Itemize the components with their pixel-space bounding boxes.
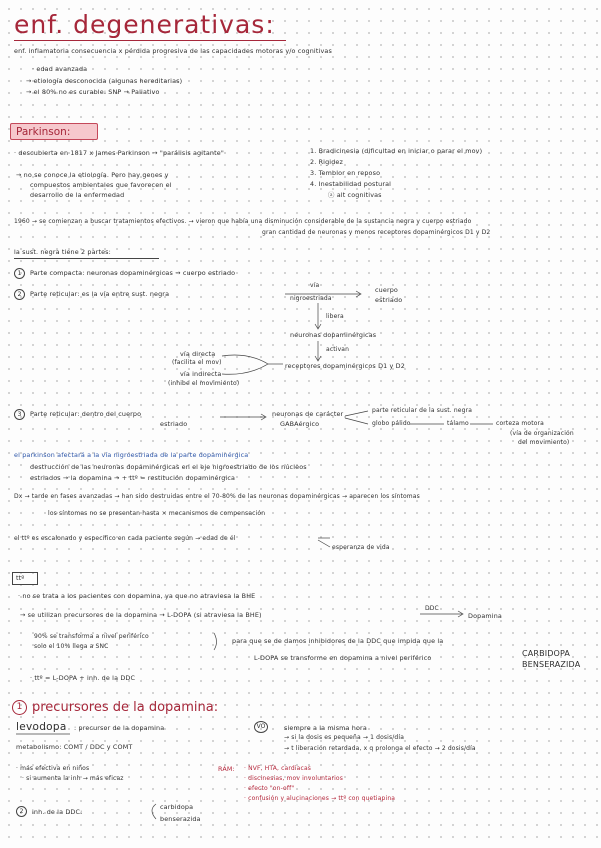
- via-nigroestriada: nigroestriada: [290, 295, 332, 302]
- arrow-line: [345, 411, 368, 416]
- intro-item: · edad avanzada: [32, 65, 88, 73]
- neuronas-dopaminergicas: neuronas dopaminérgicas: [290, 331, 377, 339]
- activan-label: activan: [326, 346, 350, 353]
- ram-item: · efecto "on-off": [244, 785, 295, 792]
- ttmto-line: para que se de damos inhibidores de la DDC que impida que la: [232, 637, 444, 645]
- metabolismo: metabolismo: COMT / DDC y COMT: [16, 743, 133, 751]
- levodopa-desc: : precursor de la dopamina: [74, 724, 165, 732]
- intro-definition: enf. inflamatoria consecuencia x pérdida progresiva de las capacidades motoras y/o cognitivas: [14, 47, 332, 55]
- via-directa-note: (facilita el mov): [172, 359, 222, 366]
- cuerpo-estriado: cuerpo: [375, 286, 398, 294]
- vo-detail: → t liberación retardada, x q prolonga el efecto → 2 dosis/día: [284, 745, 476, 752]
- inh-carbidopa: carbidopa: [160, 803, 194, 811]
- receptores: receptores dopaminérgicos D1 y D2: [285, 362, 405, 370]
- benserazida: BENSERAZIDA: [522, 660, 581, 669]
- symptom-item: ⓐ alt cognitivas: [328, 191, 382, 199]
- dopamina-label: Dopamina: [468, 612, 502, 620]
- pathway-step: globo pálido: [372, 420, 411, 427]
- vo-desc: siempre a la misma hora: [284, 724, 367, 732]
- symptom-item: 2. Rigidez: [310, 158, 344, 166]
- treatment-note: esperanza de vida: [332, 544, 390, 551]
- brace: [152, 804, 156, 819]
- levodopa-label: levodopa: [16, 721, 67, 733]
- treatment-note: el ttº es escalonado y específico en cada paciente según → edad de él: [14, 535, 236, 542]
- symptom-item: 1. Bradicinesia (dificultad en iniciar o parar el mov): [310, 147, 483, 155]
- vo-marker: VO: [254, 721, 268, 733]
- arrow-line: [345, 418, 368, 424]
- ttmto-line: solo el 10% llega a SNC: [34, 643, 109, 650]
- intro-item: → etiología desconocida (algunas hereditarias): [26, 77, 183, 85]
- number-marker: 3: [14, 409, 25, 420]
- pathway-note: (vía de organización: [510, 430, 574, 437]
- diagnosis-note: los síntomas no se presentan hasta × mecanismos de compensación: [48, 510, 266, 517]
- part-reticular-3: estriado: [160, 420, 188, 428]
- ram-label: RAM:: [218, 765, 235, 773]
- ttmto-line: · no se trata a los pacientes con dopamina, ya que no atraviesa la BHE: [18, 592, 256, 600]
- section-precursores: precursores de la dopamina:: [32, 700, 219, 715]
- ttmto-label: ttº: [16, 574, 25, 582]
- symptom-item: 3. Temblor en reposo: [310, 169, 381, 177]
- via-indirecta-note: (inhibe el movimiento): [168, 380, 240, 387]
- page-title: enf. degenerativas:: [14, 10, 275, 39]
- pathway-step: corteza motora: [496, 420, 544, 427]
- brace: [222, 355, 268, 374]
- ttmto-line: → se utilizan precursores de la dopamina → L-DOPA (si atraviesa la BHE): [20, 611, 262, 619]
- number-marker: 2: [14, 289, 25, 300]
- part-reticular-3: Parte reticular: dentro del cuerpo: [30, 410, 142, 418]
- part-compacta: Parte compacta: neuronas dopaminérgicas → cuerpo estriado: [30, 269, 236, 277]
- cuerpo-estriado: estriado: [375, 296, 403, 304]
- via-indirecta: vía indirecta: [180, 370, 222, 378]
- ttmto-line: L-DOPA se transforme en dopamina a nivel periférico: [254, 654, 432, 662]
- neuronas-gaba: neuronas de carácter: [272, 410, 344, 418]
- blue-note: el parkinson afectará a la vía nigroestriada de la parte dopaminérgica: [14, 451, 249, 459]
- pathway-step: parte reticular de la sust. negra: [372, 407, 473, 414]
- arrow-line: [318, 540, 330, 547]
- brace: [214, 633, 217, 650]
- part-reticular: Parte reticular: es la vía entre sust. negra: [30, 290, 170, 298]
- ram-item: · NVF, HTA, cardiacas: [244, 765, 312, 772]
- via-label: vía: [310, 282, 320, 289]
- ttmto-summary: · ttº = L-DOPA + inh. de la DDC: [30, 674, 136, 682]
- number-marker: 1: [14, 268, 25, 279]
- parkinson-desc: desarrollo de la enfermedad: [30, 191, 125, 199]
- section-number: 1: [12, 700, 27, 715]
- history-1960: 1960 → se comienzan a buscar tratamientos efectivos. → vieron que había una disminución considerable de la sustancia negra y cuerpo estriado: [14, 218, 472, 225]
- parkinson-desc: compuestos ambientales que favorecen el: [30, 181, 172, 189]
- sust-negra-intro: la sust. negra tiene 2 partes:: [14, 248, 111, 256]
- pathway-step: tálamo: [447, 420, 469, 427]
- diagnosis-note: Dx → tarde en fases avanzadas → han sido destruidas entre el 70-80% de las neuronas dopaminérgicas → aparecen los síntomas: [14, 493, 420, 500]
- inh-ddc: inh. de la DDC:: [32, 808, 83, 816]
- pathway-note: del movimiento): [518, 439, 570, 446]
- gabaergico: GABAérgico: [280, 420, 320, 428]
- section-parkinson-label: Parkinson:: [16, 126, 71, 138]
- ttmto-line: 90% se transforma a nivel periférico: [34, 633, 149, 640]
- blue-note-detail: destrucción de las neuronas dopaminérgicas en el eje nigroestriado de los núcleos: [30, 463, 307, 471]
- efectividad: · si aumenta la inh → más eficaz: [22, 775, 124, 782]
- parkinson-desc: → no se conoce la etiología. Pero hay genes y: [16, 171, 169, 179]
- symptom-item: 4. Inestabilidad postural: [310, 180, 392, 188]
- parkinson-desc: · descubierta en 1817 x James Parkinson → "parálisis agitante": [14, 149, 224, 157]
- blue-note-detail: estriados → la dopamina → + ttº = restitución dopaminérgica: [30, 474, 236, 482]
- number-marker: 2: [16, 806, 27, 817]
- ram-item: · discinesias, mov involuntarios: [244, 775, 343, 782]
- ddc-label: DDC: [425, 605, 439, 612]
- vo-detail: → si la dosis es pequeña → 1 dosis/día: [284, 734, 405, 741]
- inh-benserazida: benserazida: [160, 815, 201, 823]
- intro-item: → el 80% no es curable: SNP → Paliativo: [26, 88, 160, 96]
- efectividad: · más efectiva en niños: [16, 765, 90, 772]
- ram-item: · confusión y alucinaciones → ttº con quetiapina: [244, 795, 396, 802]
- history-1960-cont: gran cantidad de neuronas y menos receptores dopaminérgicos D1 y D2: [262, 229, 491, 236]
- via-directa: vía directa: [180, 350, 216, 358]
- libera-label: libera: [326, 313, 344, 320]
- carbidopa: CARBIDOPA: [522, 649, 571, 658]
